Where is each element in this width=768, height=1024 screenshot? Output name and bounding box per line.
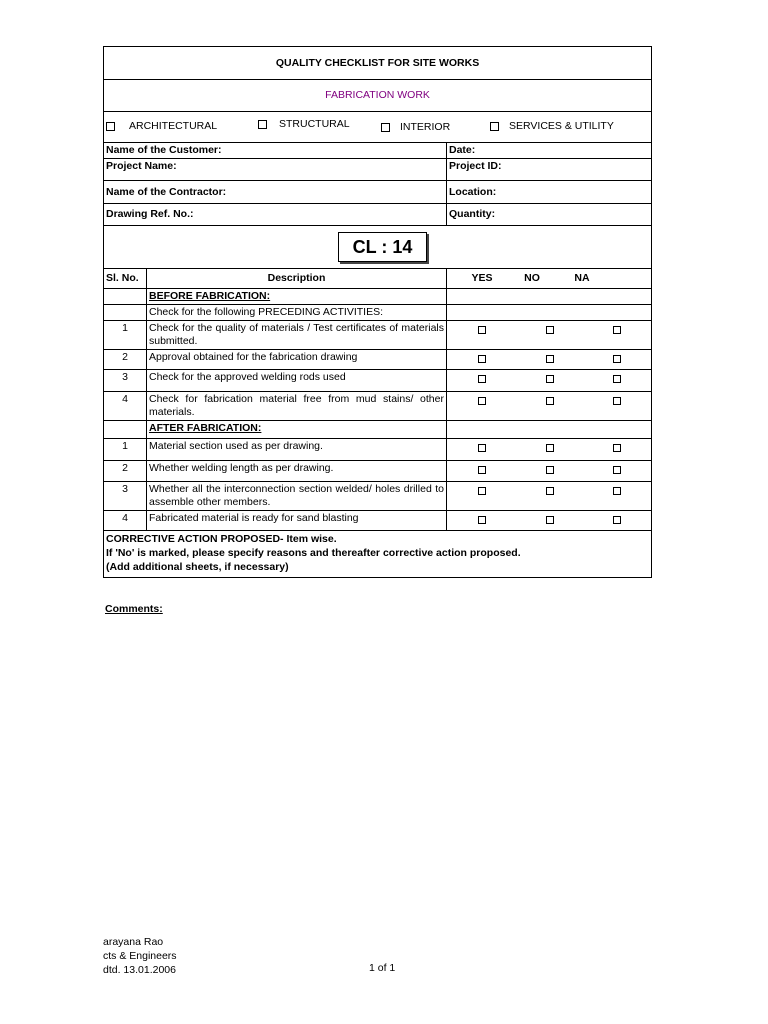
- footer-block: [103, 935, 177, 977]
- corrective-line-1: CORRECTIVE ACTION PROPOSED- Item wise.: [106, 533, 337, 545]
- table-row: [104, 482, 652, 511]
- corrective-line-2: If 'No' is marked, please specify reasons and thereafter corrective action proposed.: [106, 547, 521, 559]
- item-description: Whether all the interconnection section welded/ holes drilled to assemble other members.: [147, 482, 447, 511]
- no-checkbox[interactable]: [546, 516, 554, 524]
- category-row: [104, 112, 652, 143]
- section-heading-after: AFTER FABRICATION:: [147, 421, 447, 439]
- na-checkbox[interactable]: [613, 487, 621, 495]
- na-checkbox[interactable]: [613, 444, 621, 452]
- yes-checkbox[interactable]: [478, 355, 486, 363]
- corrective-line-3: (Add additional sheets, if necessary): [106, 561, 289, 573]
- yes-checkbox[interactable]: [478, 375, 486, 383]
- category-architectural[interactable]: ARCHITECTURAL: [106, 120, 217, 133]
- table-row: [104, 511, 652, 531]
- item-description: Material section used as per drawing.: [147, 439, 447, 461]
- project-id-field[interactable]: Project ID:: [447, 159, 652, 181]
- section-heading-before: BEFORE FABRICATION:: [147, 289, 447, 305]
- no-checkbox[interactable]: [546, 444, 554, 452]
- yes-checkbox[interactable]: [478, 397, 486, 405]
- item-description: Check for the quality of materials / Test certificates of materials submitted.: [147, 321, 447, 350]
- contractor-field[interactable]: Name of the Contractor:: [104, 181, 447, 204]
- table-row: [104, 439, 652, 461]
- checklist-code: CL : 14: [338, 232, 428, 262]
- no-checkbox[interactable]: [546, 326, 554, 334]
- page-subtitle: FABRICATION WORK: [104, 80, 652, 112]
- corrective-action-block: [104, 531, 652, 578]
- footer-line-2: cts & Engineers: [103, 950, 177, 962]
- category-structural[interactable]: STRUCTURAL: [258, 118, 350, 131]
- header-sl-no: Sl. No.: [104, 269, 147, 289]
- comments-label: Comments:: [105, 603, 163, 615]
- checkbox-icon[interactable]: [490, 122, 499, 131]
- item-description: Check for the approved welding rods used: [147, 370, 447, 392]
- yes-checkbox[interactable]: [478, 516, 486, 524]
- item-description: Whether welding length as per drawing.: [147, 461, 447, 482]
- item-description: Fabricated material is ready for sand blasting: [147, 511, 447, 531]
- checkbox-icon[interactable]: [106, 122, 115, 131]
- date-field[interactable]: Date:: [447, 143, 652, 159]
- item-number: 4: [104, 392, 147, 421]
- header-yes-no-na: [447, 269, 652, 289]
- no-checkbox[interactable]: [546, 487, 554, 495]
- drawing-ref-field[interactable]: Drawing Ref. No.:: [104, 204, 447, 226]
- no-checkbox[interactable]: [546, 375, 554, 383]
- header-no: NO: [524, 272, 540, 284]
- no-checkbox[interactable]: [546, 466, 554, 474]
- checklist-sheet: [103, 46, 651, 578]
- category-services-utility[interactable]: SERVICES & UTILITY: [490, 120, 614, 133]
- yes-checkbox[interactable]: [478, 444, 486, 452]
- header-yes: YES: [471, 272, 493, 284]
- customer-field[interactable]: Name of the Customer:: [104, 143, 447, 159]
- footer-line-1: arayana Rao: [103, 936, 164, 948]
- no-checkbox[interactable]: [546, 397, 554, 405]
- header-description: Description: [147, 269, 447, 289]
- checklist-table: [103, 46, 652, 578]
- item-number: 2: [104, 461, 147, 482]
- quantity-field[interactable]: Quantity:: [447, 204, 652, 226]
- location-field[interactable]: Location:: [447, 181, 652, 204]
- item-number: 3: [104, 482, 147, 511]
- table-row: [104, 350, 652, 370]
- table-row: [104, 461, 652, 482]
- checkbox-icon[interactable]: [381, 123, 390, 132]
- yes-checkbox[interactable]: [478, 326, 486, 334]
- page-number: 1 of 1: [369, 962, 396, 974]
- category-interior[interactable]: INTERIOR: [381, 121, 450, 134]
- section-note-before: Check for the following PRECEDING ACTIVITIES:: [147, 305, 447, 321]
- na-checkbox[interactable]: [613, 326, 621, 334]
- table-row: [104, 392, 652, 421]
- na-checkbox[interactable]: [613, 375, 621, 383]
- project-name-field[interactable]: Project Name:: [104, 159, 447, 181]
- checkbox-icon[interactable]: [258, 120, 267, 129]
- item-description: Check for fabrication material free from mud stains/ other materials.: [147, 392, 447, 421]
- page-title: QUALITY CHECKLIST FOR SITE WORKS: [104, 47, 652, 80]
- item-description: Approval obtained for the fabrication drawing: [147, 350, 447, 370]
- table-row: [104, 370, 652, 392]
- no-checkbox[interactable]: [546, 355, 554, 363]
- na-checkbox[interactable]: [613, 355, 621, 363]
- item-number: 3: [104, 370, 147, 392]
- footer-line-3: dtd. 13.01.2006: [103, 964, 176, 976]
- item-number: 1: [104, 321, 147, 350]
- yes-checkbox[interactable]: [478, 466, 486, 474]
- na-checkbox[interactable]: [613, 466, 621, 474]
- item-number: 4: [104, 511, 147, 531]
- yes-checkbox[interactable]: [478, 487, 486, 495]
- table-row: [104, 321, 652, 350]
- item-number: 1: [104, 439, 147, 461]
- na-checkbox[interactable]: [613, 397, 621, 405]
- item-number: 2: [104, 350, 147, 370]
- checklist-code-row: [104, 226, 652, 269]
- na-checkbox[interactable]: [613, 516, 621, 524]
- header-na: NA: [574, 272, 590, 284]
